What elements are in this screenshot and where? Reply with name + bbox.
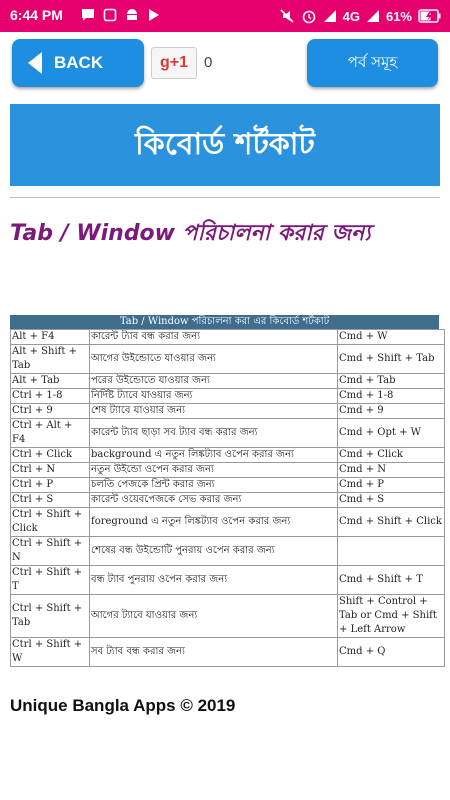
table-row [11,638,445,667]
back-button-label: BACK [54,53,104,72]
google-plus-one-button[interactable]: g+1 [151,47,197,79]
mac-shortcut-cell: Cmd + Q [338,638,445,667]
mac-shortcut-cell: Cmd + P [338,478,445,493]
google-plus-count: 0 [204,54,213,71]
shortcut-keys-cell: Alt + Tab [11,374,90,389]
shortcut-keys-cell: Ctrl + Shift + N [11,537,90,566]
notification-icons [80,7,162,23]
table-row [11,389,445,404]
shortcut-keys-cell: Ctrl + P [11,478,90,493]
top-bar [0,32,450,94]
table-row [11,463,445,478]
shortcut-table [10,315,442,667]
shortcut-description-cell: কারেন্ট ট্যাব ছাড়া সব ট্যাব বন্ধ করার জন্য [90,419,338,448]
shortcut-description-cell: বন্ধ ট্যাব পুনরায় ওপেন করার জন্য [90,566,338,595]
mac-shortcut-cell: Cmd + S [338,493,445,508]
shortcut-description-cell: চলতি পেজকে প্রিন্ট করার জন্য [90,478,338,493]
mac-shortcut-cell: Cmd + Tab [338,374,445,389]
shortcut-description-cell: আগের উইন্ডোতে যাওয়ার জন্য [90,345,338,374]
shortcut-keys-cell: Ctrl + N [11,463,90,478]
shortcut-description-cell: পরের উইন্ডোতে যাওয়ার জন্য [90,374,338,389]
outline-icon [102,7,118,23]
table-row [11,448,445,463]
mac-shortcut-cell: Cmd + Click [338,448,445,463]
battery-percent: 61% [385,8,412,24]
table-row [11,508,445,537]
mac-shortcut-cell: Cmd + Shift + Click [338,508,445,537]
status-time: 6:44 PM [10,7,63,23]
shortcut-keys-cell: Ctrl + Shift + W [11,638,90,667]
divider [10,197,440,198]
play-store-icon [146,7,162,23]
table-row [11,330,445,345]
section-title: Tab / Window পরিচালনা করার জন্য [10,221,371,246]
table-row [11,493,445,508]
mac-shortcut-cell: Cmd + Shift + Tab [338,345,445,374]
shortcut-keys-cell: Alt + Shift + Tab [11,345,90,374]
table-row [11,419,445,448]
status-bar [0,0,450,32]
status-right [279,5,442,27]
mac-shortcut-cell: Cmd + Opt + W [338,419,445,448]
shortcut-description-cell: শেষের বন্ধ উইন্ডোটি পুনরায় ওপেন করার জন্য [90,537,338,566]
table-caption: Tab / Window পরিচালনা করা এর কিবোর্ড শর্টকাট [10,315,439,329]
table-row [11,478,445,493]
shortcut-table-body [10,329,445,667]
shortcut-description-cell: background এ নতুন লিঙ্কট্যাব ওপেন করার জন্য [90,448,338,463]
shortcut-keys-cell: Ctrl + Shift + T [11,566,90,595]
shortcut-description-cell: সব ট্যাব বন্ধ করার জন্য [90,638,338,667]
mac-shortcut-cell: Cmd + 9 [338,404,445,419]
mac-shortcut-cell [338,537,445,566]
chat-bubble-icon [80,7,96,23]
mac-shortcut-cell: Shift + Control + Tab or Cmd + Shift + Left Arrow [338,595,445,638]
table-row [11,595,445,638]
shortcut-description-cell: foreground এ নতুন লিঙ্কট্যাব ওপেন করার জন্য [90,508,338,537]
footer-copyright: Unique Bangla Apps © 2019 [10,696,236,715]
alarm-icon [301,8,317,24]
battery-charging-icon [418,9,442,23]
android-icon [124,7,140,23]
table-row [11,566,445,595]
shortcut-keys-cell: Ctrl + Shift + Tab [11,595,90,638]
shortcut-keys-cell: Ctrl + Click [11,448,90,463]
shortcut-keys-cell: Ctrl + Alt + F4 [11,419,90,448]
mac-shortcut-cell: Cmd + 1-8 [338,389,445,404]
mac-shortcut-cell: Cmd + W [338,330,445,345]
shortcut-description-cell: শেষ ট্যাবে যাওয়ার জন্য [90,404,338,419]
shortcut-description-cell: আগের ট্যাবে যাওয়ার জন্য [90,595,338,638]
shortcut-description-cell: কারেন্ট ট্যাব বন্ধ করার জন্য [90,330,338,345]
shortcut-keys-cell: Ctrl + Shift + Click [11,508,90,537]
table-row [11,404,445,419]
shortcut-description-cell: নতুন উইন্ডো ওপেন করার জন্য [90,463,338,478]
shortcut-keys-cell: Ctrl + 1-8 [11,389,90,404]
mute-icon [279,8,295,24]
shortcut-keys-cell: Ctrl + S [11,493,90,508]
shortcut-description-cell: নির্দিষ্ট ট্যাবে যাওয়ার জন্য [90,389,338,404]
shortcut-description-cell: কারেন্ট ওয়েবপেজকে সেভ করার জন্য [90,493,338,508]
table-row [11,345,445,374]
network-label: 4G [342,8,360,24]
mac-shortcut-cell: Cmd + N [338,463,445,478]
table-row [11,374,445,389]
mac-shortcut-cell: Cmd + Shift + T [338,566,445,595]
signal-icon [323,9,337,23]
shortcut-keys-cell: Ctrl + 9 [11,404,90,419]
signal-icon [366,9,380,23]
page-title: কিবোর্ড শর্টকাট [10,104,440,186]
episodes-button[interactable]: পর্ব সমূহ [307,39,438,87]
shortcut-keys-cell: Alt + F4 [11,330,90,345]
back-button[interactable] [12,39,144,87]
table-row [11,537,445,566]
back-arrow-icon [28,52,42,74]
